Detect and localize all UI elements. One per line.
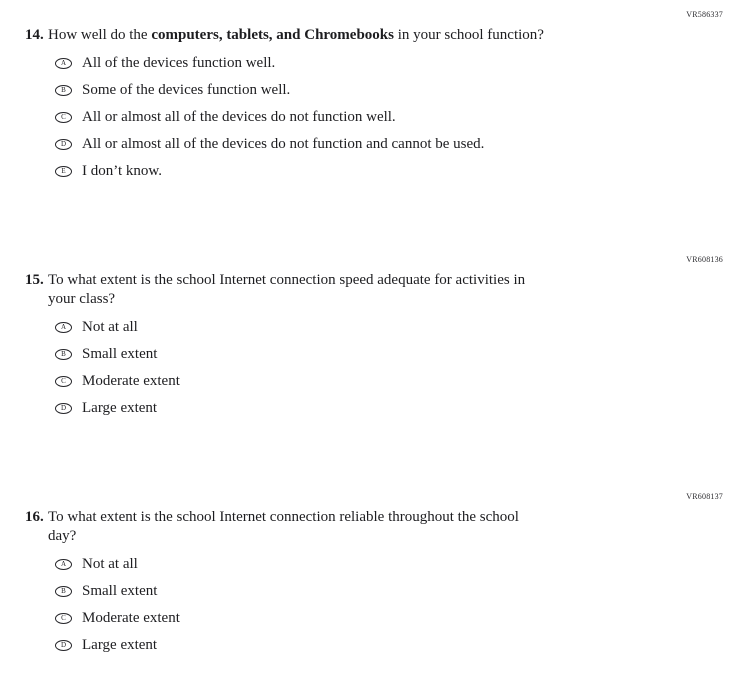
option-row-c[interactable]	[55, 110, 723, 124]
question-text-line1: To what extent is the school Internet connection reliable throughout the school	[48, 509, 519, 525]
question-text	[48, 508, 519, 546]
answer-bubble-d[interactable]: D	[55, 640, 72, 651]
option-row-d[interactable]	[55, 638, 723, 652]
question-number: 15.	[25, 272, 44, 288]
question-text	[48, 271, 525, 309]
option-label: I don’t know.	[82, 163, 162, 179]
vr-code: VR608136	[686, 255, 723, 264]
option-row-b[interactable]	[55, 83, 723, 97]
option-label: Large extent	[82, 400, 158, 416]
option-row-d[interactable]	[55, 137, 723, 151]
vr-code: VR586337	[686, 10, 723, 19]
option-label: All or almost all of the devices do not function well.	[82, 109, 396, 125]
option-label: Small extent	[82, 346, 158, 362]
question-text-prefix: How well do the	[48, 27, 152, 43]
option-row-b[interactable]	[55, 347, 723, 361]
question-14-options	[55, 56, 723, 178]
question-text-emphasis: computers, tablets, and Chromebooks	[151, 27, 394, 43]
option-label: Not at all	[82, 556, 138, 572]
option-label: Small extent	[82, 583, 158, 599]
question-15-options	[55, 320, 723, 415]
option-row-a[interactable]	[55, 320, 723, 334]
question-15-block	[25, 255, 723, 415]
question-number: 14.	[25, 27, 44, 43]
answer-bubble-a[interactable]: A	[55, 559, 72, 570]
question-16-options	[55, 557, 723, 652]
option-row-a[interactable]	[55, 56, 723, 70]
answer-bubble-b[interactable]: B	[55, 349, 72, 360]
question-15-row	[25, 271, 723, 309]
question-14-block	[25, 10, 723, 178]
vr-code: VR608137	[686, 492, 723, 501]
question-text	[48, 26, 544, 45]
question-16-row	[25, 508, 723, 546]
answer-bubble-c[interactable]: C	[55, 112, 72, 123]
option-label: Large extent	[82, 637, 158, 653]
answer-bubble-e[interactable]: E	[55, 166, 72, 177]
answer-bubble-b[interactable]: B	[55, 85, 72, 96]
option-row-d[interactable]	[55, 401, 723, 415]
question-14-row	[25, 26, 723, 45]
option-row-a[interactable]	[55, 557, 723, 571]
answer-bubble-a[interactable]: A	[55, 58, 72, 69]
question-text-line2: your class?	[48, 291, 116, 307]
option-row-e[interactable]	[55, 164, 723, 178]
question-text-line2: day?	[48, 528, 77, 544]
answer-bubble-c[interactable]: C	[55, 376, 72, 387]
option-label: Not at all	[82, 319, 138, 335]
answer-bubble-a[interactable]: A	[55, 322, 72, 333]
question-number: 16.	[25, 509, 44, 525]
option-row-b[interactable]	[55, 584, 723, 598]
answer-bubble-b[interactable]: B	[55, 586, 72, 597]
option-label: All or almost all of the devices do not function and cannot be used.	[82, 136, 485, 152]
option-label: All of the devices function well.	[82, 55, 276, 71]
answer-bubble-c[interactable]: C	[55, 613, 72, 624]
option-row-c[interactable]	[55, 374, 723, 388]
answer-bubble-d[interactable]: D	[55, 139, 72, 150]
option-label: Moderate extent	[82, 610, 180, 626]
question-16-block	[25, 492, 723, 652]
answer-bubble-d[interactable]: D	[55, 403, 72, 414]
question-text-suffix: in your school function?	[393, 27, 544, 43]
question-text-line1: To what extent is the school Internet connection speed adequate for activities in	[48, 272, 526, 288]
option-row-c[interactable]	[55, 611, 723, 625]
option-label: Some of the devices function well.	[82, 82, 291, 98]
option-label: Moderate extent	[82, 373, 180, 389]
